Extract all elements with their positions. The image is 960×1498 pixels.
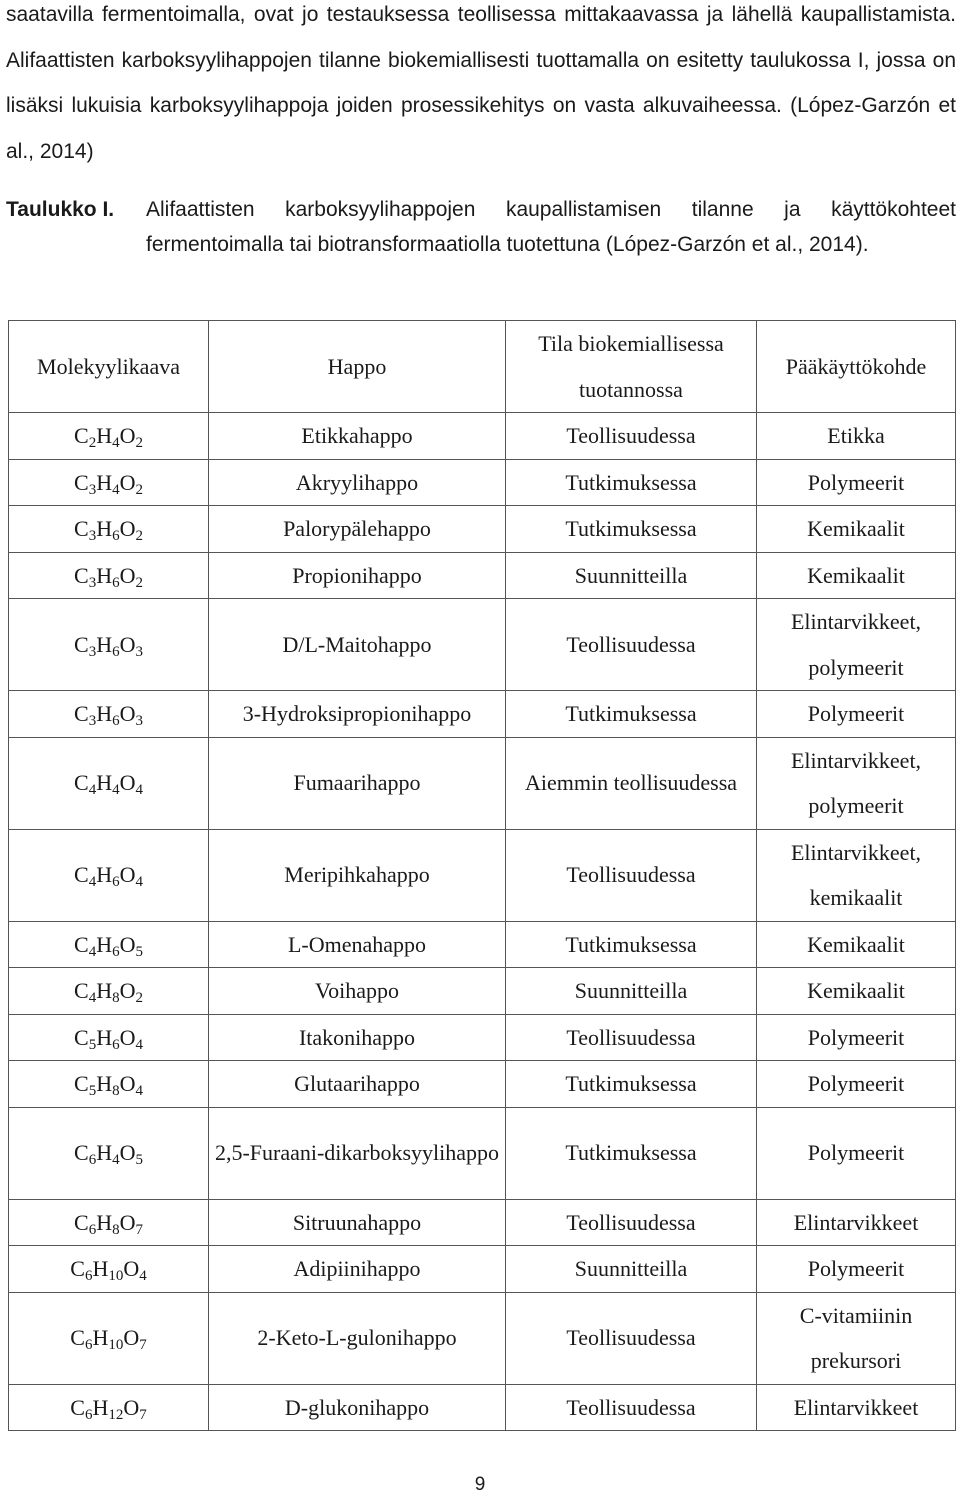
cell-formula: $C_5H_6O_4$ xyxy=(9,1014,209,1061)
table-row xyxy=(9,506,956,553)
table-row xyxy=(9,1292,956,1384)
cell-formula: $C_6H_{10}O_4$ xyxy=(9,1246,209,1293)
cell-formula: $C_4H_6O_4$ xyxy=(9,829,209,921)
cell-status: Suunnitteilla xyxy=(506,552,757,599)
cell-acid: Itakonihappo xyxy=(209,1014,506,1061)
cell-acid: Glutaarihappo xyxy=(209,1061,506,1108)
cell-status: Tutkimuksessa xyxy=(506,459,757,506)
header-formula: Molekyylikaava xyxy=(9,321,209,413)
cell-formula: $C_4H_6O_5$ xyxy=(9,921,209,968)
table-row xyxy=(9,1107,956,1199)
carboxylic-acids-table xyxy=(8,320,956,1431)
page-number: 9 xyxy=(474,1474,486,1495)
cell-formula: $C_2H_4O_2$ xyxy=(9,413,209,460)
table-row xyxy=(9,691,956,738)
cell-main-use: Polymeerit xyxy=(757,1107,956,1199)
cell-acid: D-glukonihappo xyxy=(209,1384,506,1431)
cell-main-use: Elintarvikkeet, kemikaalit xyxy=(757,829,956,921)
cell-status: Teollisuudessa xyxy=(506,829,757,921)
cell-main-use: Polymeerit xyxy=(757,1061,956,1108)
cell-acid: Fumaarihappo xyxy=(209,737,506,829)
cell-acid: 3-Hydroksipropionihappo xyxy=(209,691,506,738)
cell-status: Teollisuudessa xyxy=(506,413,757,460)
cell-acid: L-Omenahappo xyxy=(209,921,506,968)
table-body xyxy=(9,413,956,1431)
cell-status: Teollisuudessa xyxy=(506,1014,757,1061)
table-row xyxy=(9,1199,956,1246)
cell-formula: $C_6H_{10}O_7$ xyxy=(9,1292,209,1384)
table-row xyxy=(9,737,956,829)
cell-acid: Etikkahappo xyxy=(209,413,506,460)
cell-formula: $C_3H_6O_3$ xyxy=(9,599,209,691)
cell-formula: $C_5H_8O_4$ xyxy=(9,1061,209,1108)
table-row xyxy=(9,413,956,460)
cell-main-use: Polymeerit xyxy=(757,691,956,738)
cell-main-use: Polymeerit xyxy=(757,1014,956,1061)
cell-main-use: Elintarvikkeet xyxy=(757,1384,956,1431)
cell-acid: 2,5-Furaani-dikarboksyylihappo xyxy=(209,1107,506,1199)
table-row xyxy=(9,599,956,691)
cell-formula: $C_3H_6O_2$ xyxy=(9,506,209,553)
table-row xyxy=(9,968,956,1015)
cell-status: Tutkimuksessa xyxy=(506,1107,757,1199)
cell-main-use: Polymeerit xyxy=(757,1246,956,1293)
table-row xyxy=(9,1384,956,1431)
header-status: Tila biokemiallisessa tuotannossa xyxy=(506,321,757,413)
cell-status: Teollisuudessa xyxy=(506,1384,757,1431)
cell-formula: $C_6H_8O_7$ xyxy=(9,1199,209,1246)
table-row xyxy=(9,829,956,921)
intro-paragraph: saatavilla fermentoimalla, ovat jo testauksessa teollisessa mittakaavassa ja lähellä kaupallistamista. Alifaattisten karboksyylihappojen tilanne biokemiallisesti tuottamalla on esitetty taulukossa I, jossa on lisäksi lukuisia karboksyylihappoja joiden prosessikehitys on vasta alkuvaiheessa. (López-Garzón et al., 2014) xyxy=(6,3,956,164)
cell-main-use: Elintarvikkeet, polymeerit xyxy=(757,599,956,691)
cell-acid: Adipiinihappo xyxy=(209,1246,506,1293)
cell-status: Suunnitteilla xyxy=(506,968,757,1015)
table-row xyxy=(9,1061,956,1108)
cell-main-use: C-vitamiinin prekursori xyxy=(757,1292,956,1384)
cell-main-use: Etikka xyxy=(757,413,956,460)
table-row xyxy=(9,1246,956,1293)
caption-label: Taulukko I. xyxy=(6,198,115,221)
header-acid: Happo xyxy=(209,321,506,413)
cell-formula: $C_3H_4O_2$ xyxy=(9,459,209,506)
cell-status: Teollisuudessa xyxy=(506,1199,757,1246)
table-row xyxy=(9,921,956,968)
table-row xyxy=(9,1014,956,1061)
cell-main-use: Elintarvikkeet xyxy=(757,1199,956,1246)
cell-status: Tutkimuksessa xyxy=(506,1061,757,1108)
header-main-use: Pääkäyttökohde xyxy=(757,321,956,413)
cell-status: Tutkimuksessa xyxy=(506,921,757,968)
cell-main-use: Kemikaalit xyxy=(757,552,956,599)
cell-status: Tutkimuksessa xyxy=(506,691,757,738)
cell-main-use: Kemikaalit xyxy=(757,968,956,1015)
cell-formula: $C_6H_{12}O_7$ xyxy=(9,1384,209,1431)
cell-status: Teollisuudessa xyxy=(506,1292,757,1384)
cell-main-use: Kemikaalit xyxy=(757,506,956,553)
cell-acid: D/L-Maitohappo xyxy=(209,599,506,691)
cell-formula: $C_3H_6O_3$ xyxy=(9,691,209,738)
cell-acid: 2-Keto-L-gulonihappo xyxy=(209,1292,506,1384)
cell-acid: Meripihkahappo xyxy=(209,829,506,921)
cell-formula: $C_3H_6O_2$ xyxy=(9,552,209,599)
table-caption xyxy=(6,193,956,262)
cell-acid: Palorypälehappo xyxy=(209,506,506,553)
cell-status: Tutkimuksessa xyxy=(506,506,757,553)
cell-main-use: Elintarvikkeet, polymeerit xyxy=(757,737,956,829)
table-row xyxy=(9,552,956,599)
table-header-row xyxy=(9,321,956,413)
cell-status: Suunnitteilla xyxy=(506,1246,757,1293)
cell-acid: Akryylihappo xyxy=(209,459,506,506)
caption-text: Alifaattisten karboksyylihappojen kaupallistamisen tilanne ja käyttökohteet fermentoimalla tai biotransformaatiolla tuotettuna (López-Garzón et al., 2014). xyxy=(146,198,956,256)
table-row xyxy=(9,459,956,506)
cell-formula: $C_4H_4O_4$ xyxy=(9,737,209,829)
cell-main-use: Kemikaalit xyxy=(757,921,956,968)
cell-acid: Sitruunahappo xyxy=(209,1199,506,1246)
cell-formula: $C_4H_8O_2$ xyxy=(9,968,209,1015)
cell-acid: Propionihappo xyxy=(209,552,506,599)
cell-status: Aiemmin teollisuudessa xyxy=(506,737,757,829)
cell-formula: $C_6H_4O_5$ xyxy=(9,1107,209,1199)
cell-acid: Voihappo xyxy=(209,968,506,1015)
cell-status: Teollisuudessa xyxy=(506,599,757,691)
cell-main-use: Polymeerit xyxy=(757,459,956,506)
